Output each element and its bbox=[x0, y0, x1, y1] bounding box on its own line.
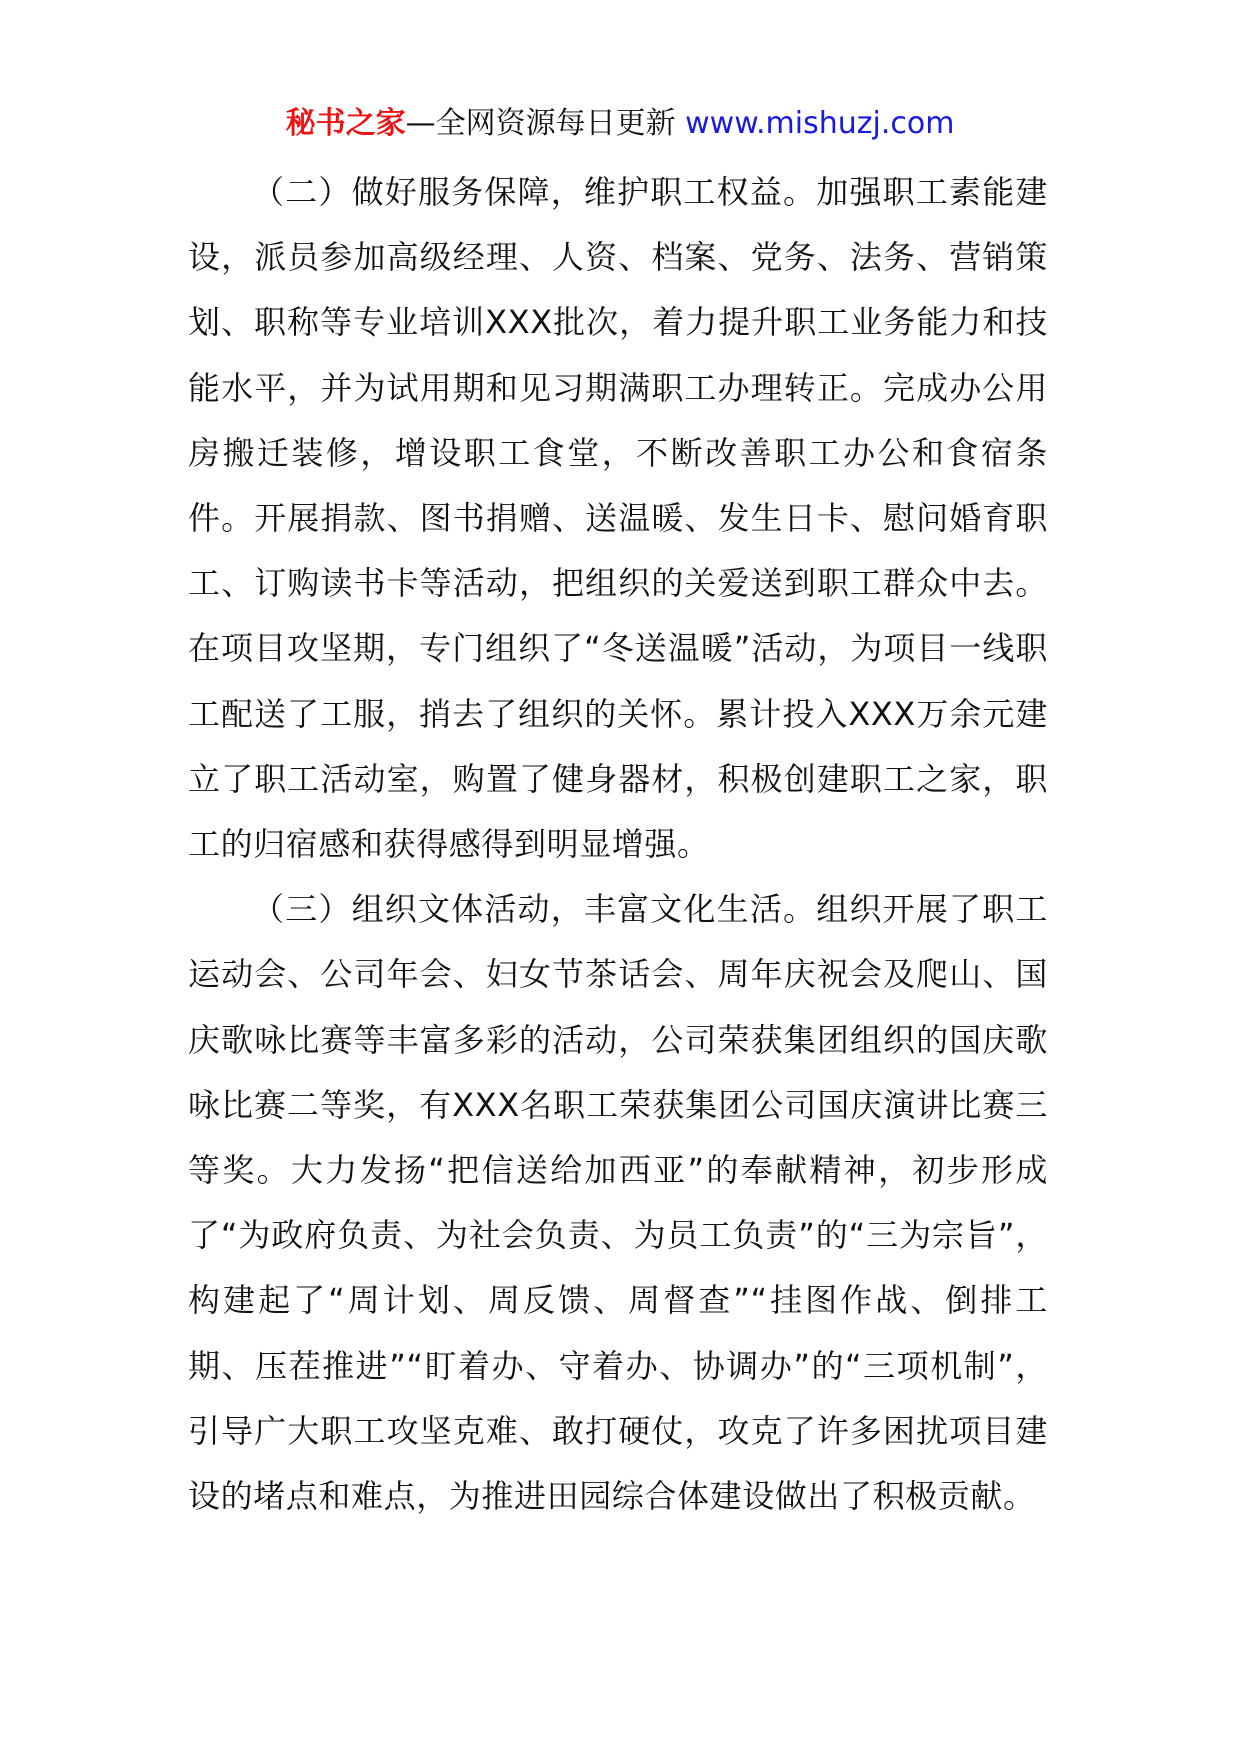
site-header bbox=[0, 102, 1240, 146]
site-url-link[interactable]: www.mishuzj.com bbox=[685, 106, 955, 141]
document-body bbox=[188, 160, 1048, 1529]
paragraph-cultural-activities: （三）组织文体活动，丰富文化生活。组织开展了职工运动会、公司年会、妇女节茶话会、周年庆祝会及爬山、国庆歌咏比赛等丰富多彩的活动，公司荣获集团组织的国庆歌咏比赛二等奖，有XXX名职工荣获集团公司国庆演讲比赛三等奖。大力发扬“把信送给加西亚”的奉献精神，初步形成了“为政府负责、为社会负责、为员工负责”的“三为宗旨”，构建起了“周计划、周反馈、周督查”“挂图作战、倒排工期、压茬推进”“盯着办、守着办、协调办”的“三项机制”，引导广大职工攻坚克难、敢打硬仗，攻克了许多困扰项目建设的堵点和难点，为推进田园综合体建设做出了积极贡献。 bbox=[188, 890, 1048, 1516]
paragraph-service-guarantee: （二）做好服务保障，维护职工权益。加强职工素能建设，派员参加高级经理、人资、档案、党务、法务、营销策划、职称等专业培训XXX批次，着力提升职工业务能力和技能水平，并为试用期和见习期满职工办理转正。完成办公用房搬迁装修，增设职工食堂，不断改善职工办公和食宿条件。开展捐款、图书捐赠、送温暖、发生日卡、慰问婚育职工、订购读书卡等活动，把组织的关爱送到职工群众中去。在项目攻坚期，专门组织了“冬送温暖”活动，为项目一线职工配送了工服，捎去了组织的关怀。累计投入XXX万余元建立了职工活动室，购置了健身器材，积极创建职工之家，职工的归宿感和获得感得到明显增强。 bbox=[188, 173, 1048, 864]
brand-name: 秘书之家 bbox=[285, 106, 406, 141]
header-tagline: —全网资源每日更新 bbox=[405, 106, 676, 141]
